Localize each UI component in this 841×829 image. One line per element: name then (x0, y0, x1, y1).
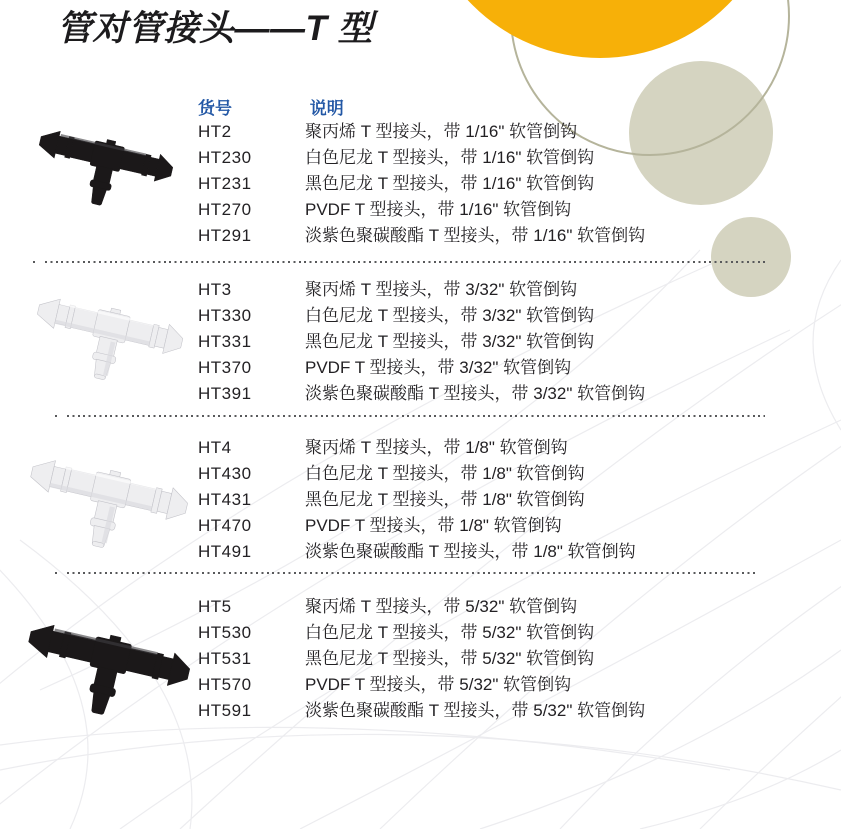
dotted-divider-1 (45, 261, 765, 263)
sku-cell: HT430 (198, 464, 252, 483)
product-row (198, 119, 645, 145)
dotted-divider-3 (67, 572, 755, 574)
white-tee-fitting-image-2 (24, 262, 194, 399)
description-cell: 黑色尼龙 T 型接头，带 1/8" 软管倒钩 (305, 490, 585, 509)
product-row (198, 171, 645, 197)
sku-cell: HT230 (198, 148, 252, 167)
description-cell: 聚丙烯 T 型接头，带 1/16" 软管倒钩 (305, 122, 578, 141)
description-cell: 淡紫色聚碳酸酯 T 型接头，带 1/8" 软管倒钩 (305, 542, 636, 561)
description-cell: 淡紫色聚碳酸酯 T 型接头，带 5/32" 软管倒钩 (305, 701, 646, 720)
product-row (198, 539, 636, 565)
description-cell: 淡紫色聚碳酸酯 T 型接头，带 3/32" 软管倒钩 (305, 384, 646, 403)
product-row (198, 513, 636, 539)
column-header-desc: 说明 (309, 99, 344, 118)
product-group-1-8 (198, 435, 636, 565)
product-row (198, 303, 645, 329)
product-row (198, 594, 645, 620)
product-row (198, 672, 645, 698)
description-cell: PVDF T 型接头，带 5/32" 软管倒钩 (305, 675, 572, 694)
sku-cell: HT231 (198, 174, 252, 193)
product-row (198, 487, 636, 513)
sku-cell: HT591 (198, 701, 252, 720)
description-cell: 黑色尼龙 T 型接头，带 1/16" 软管倒钩 (305, 174, 595, 193)
sku-cell: HT3 (198, 280, 232, 299)
product-row (198, 355, 645, 381)
sku-cell: HT531 (198, 649, 252, 668)
white-tee-fitting-image-3 (16, 421, 199, 569)
product-row (198, 435, 636, 461)
description-cell: 聚丙烯 T 型接头，带 5/32" 软管倒钩 (305, 597, 578, 616)
sku-cell: HT431 (198, 490, 252, 509)
product-group-5-32 (198, 594, 645, 724)
product-group-3-32 (198, 277, 645, 407)
description-cell: 白色尼龙 T 型接头，带 5/32" 软管倒钩 (305, 623, 595, 642)
sku-cell: HT2 (198, 122, 232, 141)
description-cell: PVDF T 型接头，带 1/8" 软管倒钩 (305, 516, 562, 535)
product-row (198, 197, 645, 223)
description-cell: 聚丙烯 T 型接头，带 3/32" 软管倒钩 (305, 280, 578, 299)
product-row (198, 329, 645, 355)
description-cell: 淡紫色聚碳酸酯 T 型接头，带 1/16" 软管倒钩 (305, 226, 646, 245)
sku-cell: HT570 (198, 675, 252, 694)
black-tee-fitting-image-1 (27, 98, 183, 224)
page-title: 管对管接头——T 型 (57, 9, 374, 48)
description-cell: PVDF T 型接头，带 1/16" 软管倒钩 (305, 200, 572, 219)
description-cell: 白色尼龙 T 型接头，带 1/8" 软管倒钩 (305, 464, 585, 483)
product-row (198, 698, 645, 724)
sku-cell: HT391 (198, 384, 252, 403)
description-cell: 黑色尼龙 T 型接头，带 5/32" 软管倒钩 (305, 649, 595, 668)
sku-cell: HT491 (198, 542, 252, 561)
description-cell: 黑色尼龙 T 型接头，带 3/32" 软管倒钩 (305, 332, 595, 351)
sku-cell: HT5 (198, 597, 232, 616)
sku-cell: HT291 (198, 226, 252, 245)
column-header-sku: 货号 (198, 99, 232, 118)
dotted-divider-2 (67, 415, 765, 417)
product-row (198, 461, 636, 487)
sku-cell: HT370 (198, 358, 252, 377)
description-cell: 白色尼龙 T 型接头，带 1/16" 软管倒钩 (305, 148, 595, 167)
description-cell: 聚丙烯 T 型接头，带 1/8" 软管倒钩 (305, 438, 568, 457)
table-header (198, 94, 344, 119)
product-row (198, 223, 645, 249)
description-cell: PVDF T 型接头，带 3/32" 软管倒钩 (305, 358, 572, 377)
sku-cell: HT4 (198, 438, 232, 457)
product-row (198, 277, 645, 303)
product-row (198, 381, 645, 407)
black-tee-fitting-image-4 (14, 585, 202, 736)
sku-cell: HT530 (198, 623, 252, 642)
description-cell: 白色尼龙 T 型接头，带 3/32" 软管倒钩 (305, 306, 595, 325)
sku-cell: HT470 (198, 516, 252, 535)
sku-cell: HT270 (198, 200, 252, 219)
sku-cell: HT330 (198, 306, 252, 325)
product-row (198, 646, 645, 672)
sku-cell: HT331 (198, 332, 252, 351)
product-row (198, 145, 645, 171)
product-row (198, 620, 645, 646)
product-group-1-16 (198, 119, 645, 249)
